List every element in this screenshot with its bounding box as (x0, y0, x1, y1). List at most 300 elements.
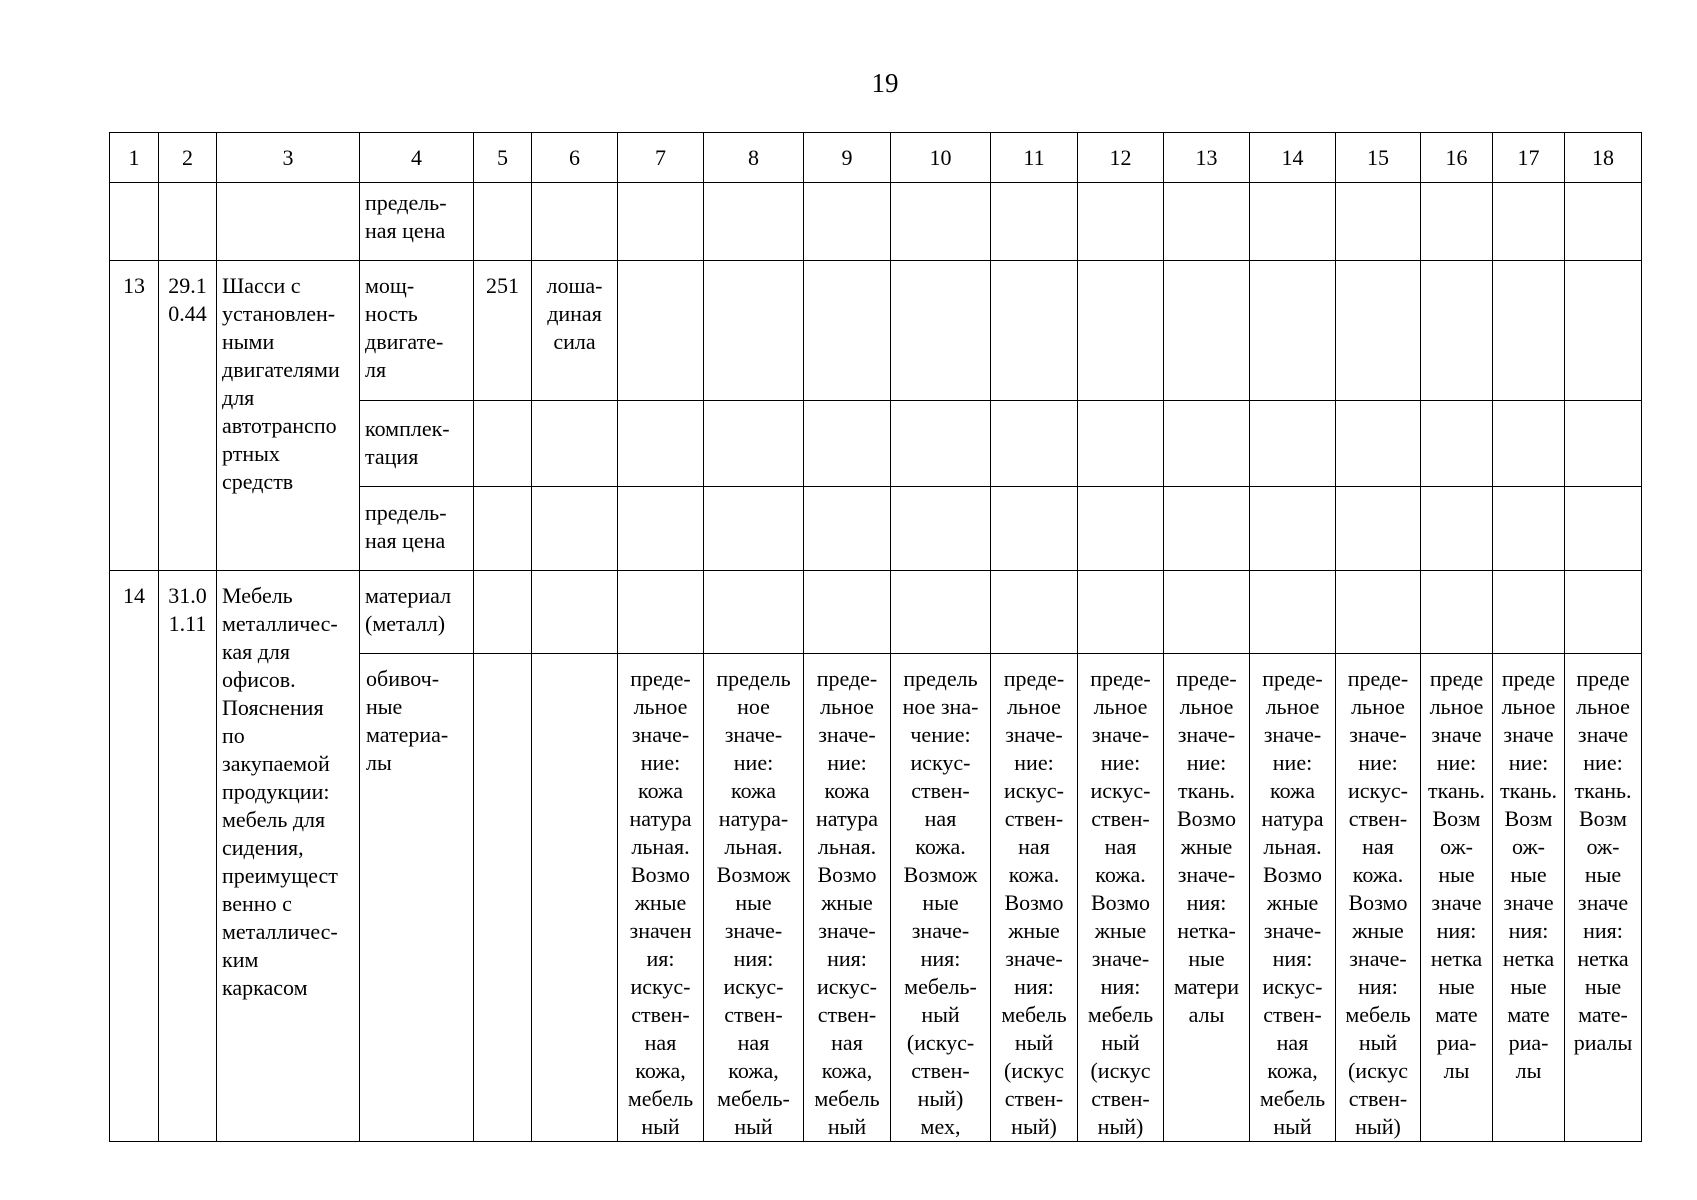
value-text-line: значе (1431, 722, 1482, 747)
value-text-line: значе- (631, 722, 690, 747)
empty-cell (532, 183, 618, 261)
value-text-line: ный (827, 1114, 867, 1139)
value-text-line: искус- (630, 974, 691, 999)
value-text-line: льное (633, 694, 688, 719)
empty-cell (1336, 571, 1421, 654)
requirement-value-cell (1493, 654, 1565, 1142)
empty-cell (474, 183, 532, 261)
value-text-line: ния: (1436, 918, 1477, 943)
value-text-line: жные (1180, 834, 1233, 859)
empty-cell (1565, 487, 1642, 571)
column-header: 16 (1421, 133, 1493, 183)
value-text-line: искус- (723, 974, 784, 999)
value-text-line: кожа (638, 778, 683, 803)
empty-cell (704, 401, 804, 487)
value-text-line: искус- (1347, 778, 1408, 803)
value-text-line: ния: (733, 946, 774, 971)
value-text-line: значе (1577, 722, 1629, 747)
empty-cell (704, 571, 804, 654)
value-text-line: риа- (1508, 1030, 1549, 1055)
empty-cell (1421, 183, 1493, 261)
value-text-line: жные (1008, 918, 1060, 943)
value-text-line: ния: (827, 946, 867, 971)
value-text-line: ствен- (1004, 806, 1064, 831)
value-text-line: ная (737, 1030, 770, 1055)
value-text-line: Возм (1432, 806, 1481, 831)
column-header: 7 (618, 133, 704, 183)
requirement-value-cell (1164, 654, 1250, 1142)
empty-cell (1493, 183, 1565, 261)
value-text-line: льное (1429, 694, 1484, 719)
value-text-line: жные (1094, 918, 1147, 943)
value-text-line: ствен- (1091, 806, 1150, 831)
value-text-line: ный) (1097, 1114, 1144, 1139)
empty-cell (1250, 401, 1336, 487)
value-text-line: преде (1501, 666, 1556, 691)
value-text-line: ние: (1508, 750, 1549, 775)
empty-cell (804, 487, 891, 571)
value-text-line: значе- (1349, 946, 1407, 971)
value-text-line: льное (1576, 694, 1630, 719)
value-text-line: предель (903, 666, 978, 691)
value-text-line: ные (1510, 862, 1547, 887)
value-text-line: риа- (1436, 1030, 1477, 1055)
value-text-line: ная (644, 1030, 677, 1055)
value-text-line: льное (1265, 694, 1320, 719)
value-text-line: жные (634, 890, 687, 915)
empty-cell (704, 487, 804, 571)
empty-cell (891, 401, 991, 487)
empty-cell (110, 183, 159, 261)
value-text-line: ные (1188, 946, 1225, 971)
value-text-line: Возмо (631, 862, 690, 887)
empty-cell (1078, 261, 1164, 401)
empty-cell (532, 654, 618, 1142)
value-text-line: преде- (1090, 666, 1151, 691)
value-text-line: ный (1358, 1030, 1398, 1055)
value-text-line: натура- (718, 806, 789, 831)
value-text-line: кожа, (635, 1058, 686, 1083)
value-text-line: значе- (1263, 918, 1322, 943)
column-header: 11 (991, 133, 1078, 183)
value-text-line: мате (1435, 1002, 1478, 1027)
value-text-line: Возмо (817, 862, 877, 887)
value-text-line: (искус (1003, 1058, 1064, 1083)
value-text-line: льная. (724, 834, 783, 859)
value-text-line: ние: (640, 750, 681, 775)
value-text-line: мебель (814, 1086, 880, 1111)
value-text-line: ния: (1186, 890, 1227, 915)
value-text-line: жные (821, 890, 873, 915)
empty-cell (618, 571, 704, 654)
value-text-line: риалы (1573, 1030, 1633, 1055)
value-text-line: ние: (1014, 750, 1054, 775)
empty-cell (704, 261, 804, 401)
empty-cell (991, 261, 1078, 401)
value-text-line: ный (1101, 1030, 1140, 1055)
empty-cell (1336, 261, 1421, 401)
value-text-line: лы (1443, 1058, 1470, 1083)
empty-cell (1164, 487, 1250, 571)
value-text-line: ствен- (911, 1058, 970, 1083)
table-row-13-engine-power (110, 261, 1642, 401)
empty-cell (1250, 487, 1336, 571)
value-text-line: ная (1362, 834, 1394, 859)
empty-cell (532, 571, 618, 654)
value-text-line: ние: (733, 750, 774, 775)
value-text-line: нетка (1502, 946, 1555, 971)
value-text-line: значе- (1005, 946, 1063, 971)
value-text-line: натура (1261, 806, 1324, 831)
column-header: 18 (1565, 133, 1642, 183)
value-text-line: ож- (1440, 834, 1473, 859)
value-text-line: значен (629, 918, 692, 943)
empty-cell (1336, 401, 1421, 487)
value-text-line: искус- (1003, 778, 1064, 803)
value-text-line: ния: (1583, 918, 1623, 943)
value-text-line: Возмо (1263, 862, 1322, 887)
value-text-line: ный) (1011, 1114, 1057, 1139)
value-text-line: Возмож (716, 862, 791, 887)
value-text-line: ный) (1355, 1114, 1401, 1139)
empty-cell (474, 571, 532, 654)
empty-cell (1336, 183, 1421, 261)
empty-cell (1250, 183, 1336, 261)
value-text-line: ние: (1272, 750, 1313, 775)
value-text-line: мех, (920, 1114, 961, 1139)
requirement-value-cell (618, 654, 704, 1142)
value-text-line: ткань. (1574, 778, 1632, 803)
column-header: 15 (1336, 133, 1421, 183)
value-text-line: ние: (1358, 750, 1398, 775)
characteristic-name-cell: обивоч- ные материа- лы (360, 654, 474, 1142)
value-text-line: (искус (1347, 1058, 1408, 1083)
requirement-value-cell (1250, 654, 1336, 1142)
value-text-line: ные (922, 890, 959, 915)
empty-cell (474, 487, 532, 571)
column-header: 12 (1078, 133, 1164, 183)
page-number: 19 (871, 68, 899, 98)
value-text-line: ный) (917, 1086, 964, 1111)
value-text-line: значе- (724, 918, 783, 943)
value-text-line: Возмо (1348, 890, 1408, 915)
value-text-line: льное (1351, 694, 1405, 719)
value-text-line: ние: (1186, 750, 1227, 775)
empty-cell (991, 571, 1078, 654)
value-text-line: мебель- (904, 974, 977, 999)
unit-name-cell: лоша- диная сила (532, 261, 618, 401)
value-text-line: льное (1007, 694, 1061, 719)
value-text-line: Возм (1504, 806, 1553, 831)
empty-cell (891, 261, 991, 401)
empty-cell (1078, 571, 1164, 654)
value-text-line: ные (735, 890, 772, 915)
value-text-line: ная (1104, 834, 1137, 859)
requirement-value-cell (704, 654, 804, 1142)
column-header: 1 (110, 133, 159, 183)
empty-cell (1493, 401, 1565, 487)
value-text-line: значе (1431, 890, 1482, 915)
value-text-line: значе- (1177, 722, 1236, 747)
empty-cell (1493, 261, 1565, 401)
empty-cell (1421, 487, 1493, 571)
requirement-value-cell (1078, 654, 1164, 1142)
empty-cell (1164, 401, 1250, 487)
value-text-line: кожа. (1352, 862, 1404, 887)
column-header: 6 (532, 133, 618, 183)
value-text-line: ния: (1014, 974, 1054, 999)
value-text-line: кожа. (1008, 862, 1060, 887)
table-row-14-material (110, 571, 1642, 654)
value-text-line: ния: (920, 946, 961, 971)
empty-cell (891, 571, 991, 654)
empty-cell (1493, 487, 1565, 571)
empty-cell (991, 487, 1078, 571)
value-text-line: кожа (731, 778, 776, 803)
empty-cell (1164, 183, 1250, 261)
value-text-line: жные (1352, 918, 1404, 943)
empty-cell (1078, 401, 1164, 487)
empty-cell (1078, 487, 1164, 571)
empty-cell (474, 401, 532, 487)
column-header: 2 (159, 133, 217, 183)
value-text-line: мате- (1578, 1002, 1628, 1027)
value-text-line: ствен- (911, 778, 970, 803)
value-text-line: мебель (1345, 1002, 1411, 1027)
value-text-line: ткань. (1499, 778, 1558, 803)
value-text-line: ные (1438, 974, 1475, 999)
value-text-line: преде (1576, 666, 1630, 691)
value-text-line: значе (1503, 890, 1554, 915)
empty-cell (1078, 183, 1164, 261)
empty-cell (1250, 571, 1336, 654)
value-text-line: чение: (910, 722, 971, 747)
value-text-line: ния: (1358, 974, 1398, 999)
value-text-line: ния: (1272, 946, 1313, 971)
value-text-line: льное (820, 694, 874, 719)
value-text-line: кожа. (915, 834, 966, 859)
product-name-cell: Шасси с установлен- ными двигателями для автотранспо ртных средств (217, 261, 360, 571)
empty-cell (1421, 261, 1493, 401)
value-text-line: преде- (1262, 666, 1323, 691)
value-text-line: значе- (1349, 722, 1407, 747)
product-name-cell: Мебель металличес- кая для офисов. Пояснения по закупаемой продукции: мебель для сидения, преимущест венно с металличес- ким каркасом (217, 571, 360, 1142)
value-text-line: ный (734, 1114, 773, 1139)
empty-cell (991, 401, 1078, 487)
value-text-line: предель (716, 666, 791, 691)
value-text-line: ный (921, 1002, 960, 1027)
value-text-line: кожа (824, 778, 870, 803)
value-text-line: значе- (1005, 722, 1063, 747)
value-text-line: мебель (1259, 1086, 1326, 1111)
row-number-cell: 14 (110, 571, 159, 1142)
value-text-line: Возмо (1091, 890, 1150, 915)
value-text-line: ный (641, 1114, 680, 1139)
value-text-line: ние: (827, 750, 867, 775)
value-text-line: Возмо (1177, 806, 1236, 831)
column-number-header-row (110, 133, 1642, 183)
column-header: 10 (891, 133, 991, 183)
value-text-line: натура (629, 806, 692, 831)
value-text-line: ния: (1508, 918, 1549, 943)
value-text-line: ствен- (631, 1002, 690, 1027)
column-header: 4 (360, 133, 474, 183)
value-text-line: кожа, (728, 1058, 779, 1083)
value-text-line: Возм (1579, 806, 1627, 831)
value-text-line: (искус- (906, 1030, 975, 1055)
empty-cell (532, 401, 618, 487)
value-text-line: значе- (1091, 722, 1150, 747)
empty-cell (532, 487, 618, 571)
value-text-line: жные (1266, 890, 1319, 915)
value-text-line: преде- (1003, 666, 1065, 691)
value-text-line: значе- (818, 722, 876, 747)
empty-cell (1565, 261, 1642, 401)
characteristic-name-cell: мощ- ность двигате- ля (360, 261, 474, 401)
value-text-line: ткань. (1427, 778, 1486, 803)
okpd-code-cell: 31.0 1.11 (159, 571, 217, 1142)
table-row-continued-price (110, 183, 1642, 261)
row-number-cell: 13 (110, 261, 159, 571)
value-text-line: ткань. (1177, 778, 1236, 803)
value-text-line: преде (1429, 666, 1484, 691)
empty-cell (1565, 571, 1642, 654)
empty-cell (804, 401, 891, 487)
empty-cell (1421, 571, 1493, 654)
value-text-line: ные (1438, 862, 1475, 887)
value-text-line: мебель- (717, 1086, 790, 1111)
column-header: 17 (1493, 133, 1565, 183)
characteristic-name-cell: материал (металл) (360, 571, 474, 654)
value-text-line: кожа (1270, 778, 1315, 803)
column-header: 3 (217, 133, 360, 183)
value-text-line: натура (815, 806, 879, 831)
requirement-value-cell (1336, 654, 1421, 1142)
value-text-line: значе- (1091, 946, 1150, 971)
value-text-line: преде- (816, 666, 878, 691)
value-text-line: ние: (1436, 750, 1477, 775)
value-text-line: ные (1584, 862, 1622, 887)
empty-cell (474, 654, 532, 1142)
procurement-table (109, 132, 1642, 1142)
empty-cell (618, 487, 704, 571)
empty-cell (991, 183, 1078, 261)
value-text-line: кожа, (1267, 1058, 1318, 1083)
value-text-line: ные (1510, 974, 1547, 999)
empty-cell (1336, 487, 1421, 571)
value-text-line: ная (831, 1030, 863, 1055)
characteristic-name-cell: предель- ная цена (360, 487, 474, 571)
value-text-line: мебель (1087, 1002, 1154, 1027)
value-text-line: преде- (1347, 666, 1409, 691)
column-header: 14 (1250, 133, 1336, 183)
column-header: 8 (704, 133, 804, 183)
value-text-line: нетка (1430, 946, 1483, 971)
value-text-line: ный (1014, 1030, 1054, 1055)
value-text-line: Возмож (903, 862, 978, 887)
characteristic-name-cell: комплек- тация (360, 401, 474, 487)
value-text-line: ствен- (1348, 806, 1408, 831)
value-text-line: мебель (1001, 1002, 1067, 1027)
value-text-line: ная (1276, 1030, 1309, 1055)
empty-cell (891, 183, 991, 261)
value-text-line: ние: (1583, 750, 1623, 775)
requirement-value-cell (804, 654, 891, 1142)
value-text-line: ные (1584, 974, 1622, 999)
column-header: 5 (474, 133, 532, 183)
okpd-code-cell: 29.1 0.44 (159, 261, 217, 571)
value-text-line: ствен- (724, 1002, 783, 1027)
empty-cell (1421, 401, 1493, 487)
value-text-line: ствен- (1004, 1086, 1064, 1111)
value-text-line: ствен- (817, 1002, 877, 1027)
empty-cell (1565, 401, 1642, 487)
empty-cell (1164, 261, 1250, 401)
empty-cell (804, 571, 891, 654)
value-text-line: ствен- (1348, 1086, 1408, 1111)
value-text-line: кожа, (821, 1058, 873, 1083)
empty-cell (1493, 571, 1565, 654)
empty-cell (618, 261, 704, 401)
value-text-line: ная (924, 806, 957, 831)
value-text-line: льная. (1263, 834, 1322, 859)
value-text-line: кожа. (1095, 862, 1146, 887)
column-header: 9 (804, 133, 891, 183)
value-text-line: значе- (911, 918, 970, 943)
value-text-line: ния: (1100, 974, 1141, 999)
value-text-line: мате (1507, 1002, 1550, 1027)
value-text-line: ож- (1586, 834, 1620, 859)
value-text-line: льное (1179, 694, 1234, 719)
value-text-line: ние: (1100, 750, 1141, 775)
value-text-line: матери (1173, 974, 1240, 999)
value-text-line: значе- (1177, 862, 1236, 887)
value-text-line: Возмо (1004, 890, 1064, 915)
value-text-line: льное (1501, 694, 1556, 719)
value-text-line: значе (1577, 890, 1629, 915)
column-header: 13 (1164, 133, 1250, 183)
value-text-line: ная (1018, 834, 1050, 859)
value-text-line: алы (1188, 1002, 1225, 1027)
value-text-line: льная. (817, 834, 877, 859)
empty-cell (1565, 183, 1642, 261)
value-text-line: ствен- (1091, 1086, 1150, 1111)
value-text-line: ож- (1512, 834, 1545, 859)
requirement-value-cell (991, 654, 1078, 1142)
value-text-line: ное (737, 694, 770, 719)
value-text-line: преде- (630, 666, 691, 691)
value-text-line: искус- (816, 974, 877, 999)
value-text-line: значе (1503, 722, 1554, 747)
value-text-line: значе- (818, 918, 876, 943)
value-text-line: ный (1273, 1114, 1312, 1139)
value-text-line: значе- (724, 722, 783, 747)
empty-cell (618, 401, 704, 487)
value-text-line: искус- (1090, 778, 1151, 803)
value-text-line: преде- (1176, 666, 1237, 691)
requirement-value-cell (891, 654, 991, 1142)
value-text-line: значе- (1263, 722, 1322, 747)
characteristic-name-cell: предель- ная цена (360, 183, 474, 261)
okei-code-cell: 251 (474, 261, 532, 401)
value-text-line: мебель (627, 1086, 694, 1111)
value-text-line: ное зна- (902, 694, 979, 719)
value-text-line: льное (1093, 694, 1148, 719)
value-text-line: нетка (1577, 946, 1629, 971)
requirement-value-cell (1421, 654, 1493, 1142)
value-text-line: (искус (1090, 1058, 1151, 1083)
empty-cell (618, 183, 704, 261)
